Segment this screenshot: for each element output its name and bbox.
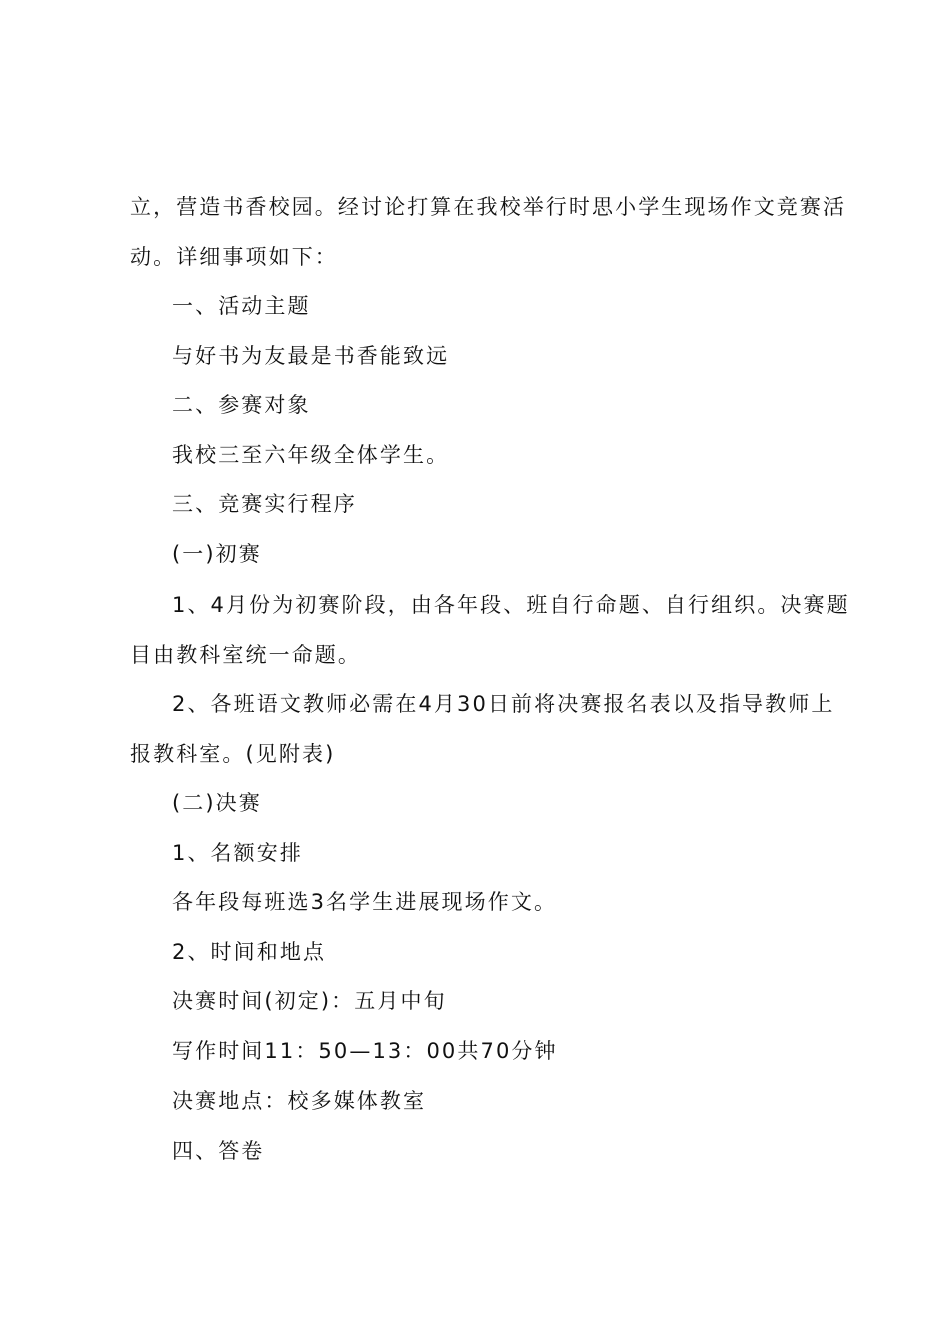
item-heading: 2、时间和地点 [172, 940, 327, 964]
paragraph-line: 1、4月份为初赛阶段，由各年段、班自行命题、自行组织。决赛题 [172, 593, 850, 617]
paragraph-line: 我校三至六年级全体学生。 [172, 443, 450, 467]
section-heading: 三、竞赛实行程序 [172, 492, 357, 516]
paragraph-line: 写作时间11：50—13：00共70分钟 [172, 1039, 558, 1063]
section-heading: 二、参赛对象 [172, 393, 311, 417]
paragraph-line: 目由教科室统一命题。 [130, 643, 361, 667]
paragraph-line: 与好书为友最是书香能致远 [172, 344, 450, 368]
paragraph-line: 决赛时间(初定)：五月中旬 [172, 989, 447, 1013]
paragraph-line: 立，营造书香校园。经讨论打算在我校举行时思小学生现场作文竞赛活 [130, 195, 847, 219]
section-heading: 四、答卷 [172, 1139, 265, 1163]
paragraph-line: 报教科室。(见附表) [130, 742, 336, 766]
paragraph-line: 2、各班语文教师必需在4月30日前将决赛报名表以及指导教师上 [172, 692, 835, 716]
section-heading: 一、活动主题 [172, 294, 311, 318]
paragraph-line: 决赛地点：校多媒体教室 [172, 1089, 427, 1113]
subsection-heading: (二)决赛 [172, 791, 262, 815]
paragraph-line: 动。详细事项如下： [130, 245, 338, 269]
subsection-heading: (一)初赛 [172, 542, 262, 566]
item-heading: 1、名额安排 [172, 841, 303, 865]
paragraph-line: 各年段每班选3名学生进展现场作文。 [172, 890, 558, 914]
